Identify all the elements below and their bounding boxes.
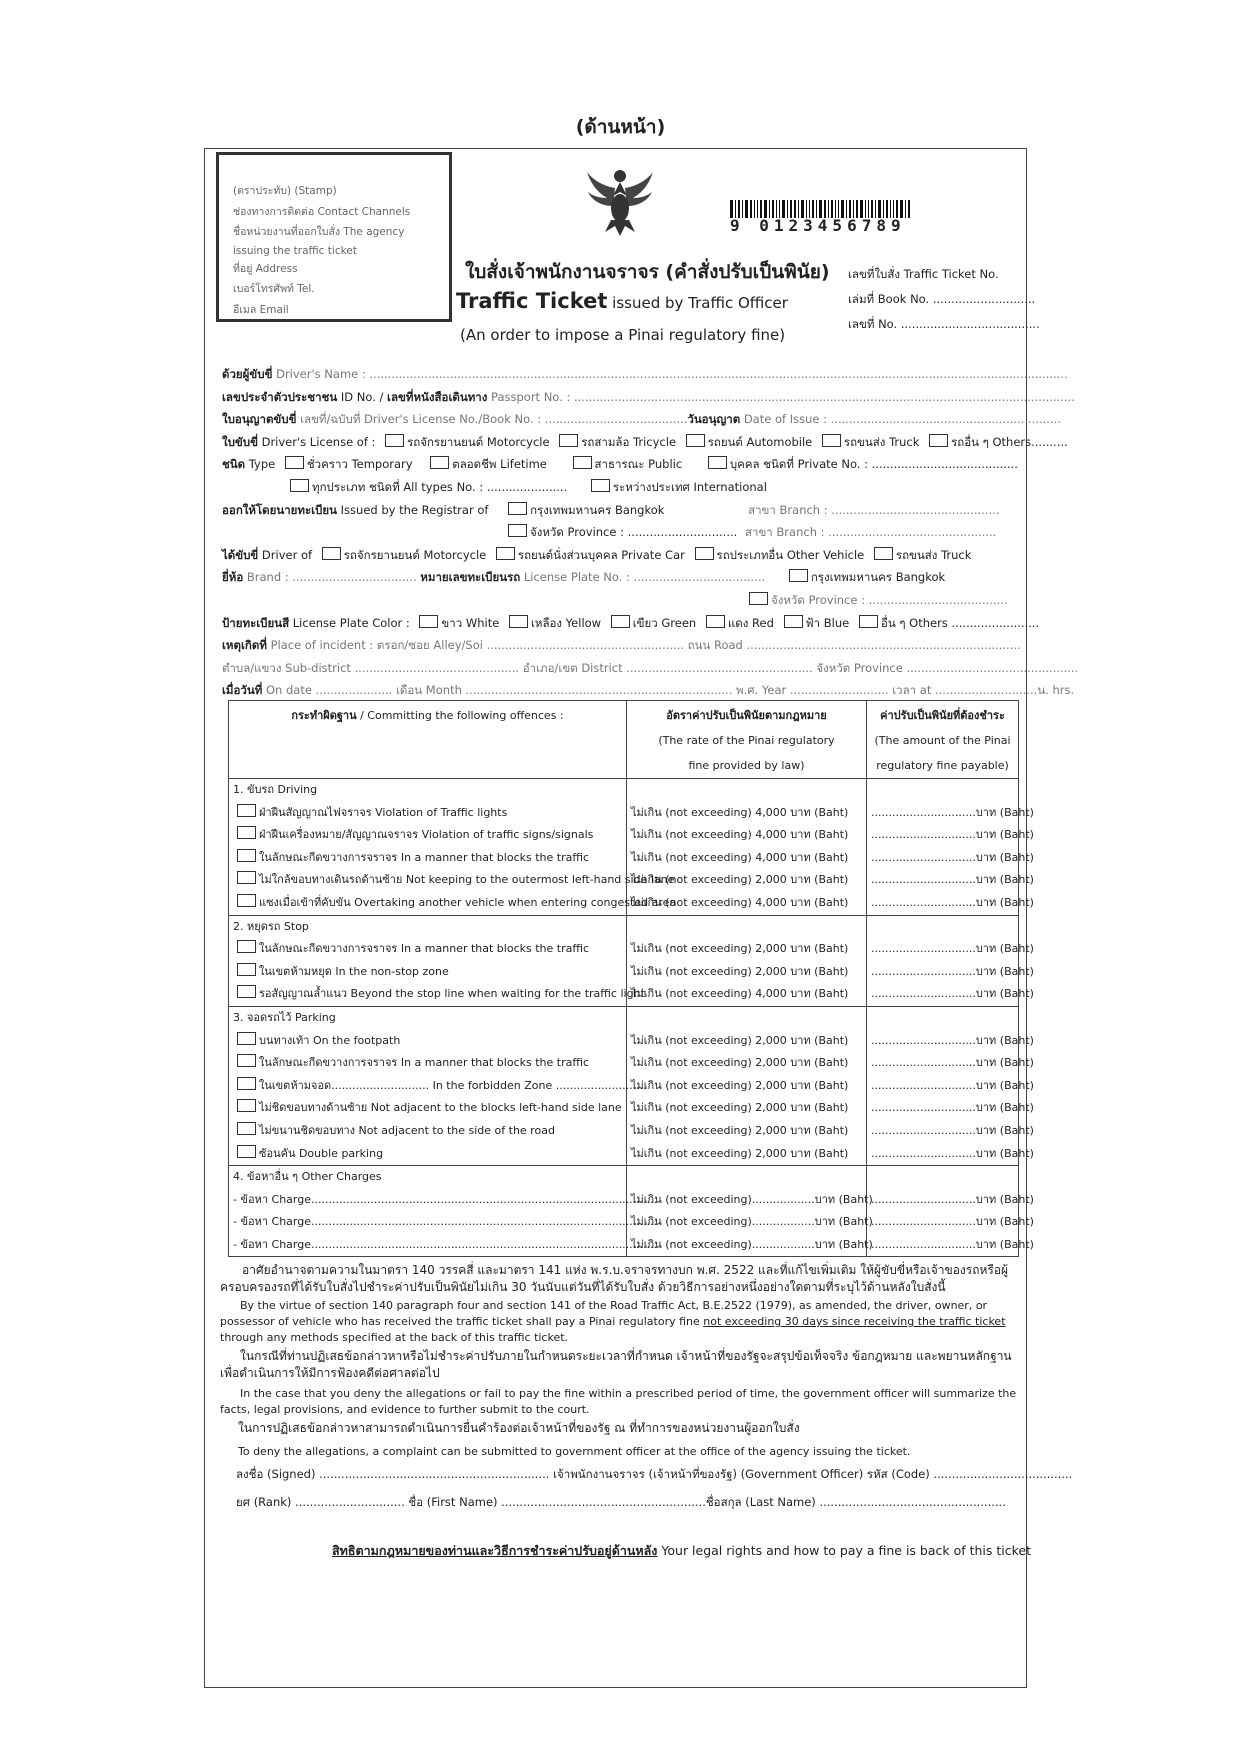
cell-text: ไม่เกิน (not exceeding) 2,000 บาท (Baht)	[631, 1033, 849, 1047]
fine-amount-field[interactable]	[871, 1211, 1034, 1234]
date-field[interactable]	[222, 679, 1075, 702]
cell-text: ..............................บาท (Baht)	[871, 1237, 1034, 1251]
label-bold: ได้ขับขี่	[222, 547, 259, 562]
checkbox[interactable]	[929, 434, 948, 447]
offence-item[interactable]	[233, 1143, 622, 1166]
cell-text: ไม่เกิน (not exceeding) 2,000 บาท (Baht)	[631, 1146, 849, 1160]
checkbox[interactable]	[784, 615, 803, 628]
offence-rate	[631, 1143, 862, 1166]
cell-text: ..............................บาท (Baht)	[871, 1056, 1034, 1070]
checkbox[interactable]	[822, 434, 841, 447]
option-label: แดง Red	[727, 615, 774, 630]
offence-rate[interactable]	[631, 1211, 873, 1234]
option-label: รถขนส่ง Truck	[895, 547, 972, 562]
driver-name-field[interactable]	[222, 363, 1068, 386]
option-label: ตลอดชีพ Lifetime	[452, 457, 547, 472]
table-header-row	[229, 701, 1019, 779]
district-field[interactable]	[222, 657, 1079, 680]
checkbox[interactable]	[686, 434, 705, 447]
rank-name-line[interactable]: ยศ (Rank) .............................. ชื่อ (First Name) ........................................................ชื่อสกุล (Last Name) ...................................................	[236, 1495, 1006, 1509]
blank	[631, 779, 862, 802]
cell-text: 4. ข้อหาอื่น ๆ Other Charges	[233, 1170, 382, 1184]
fine-amount-field[interactable]	[871, 847, 1034, 870]
fine-amount-field[interactable]	[871, 961, 1034, 984]
cell-text: ..............................บาท (Baht)	[871, 1078, 1034, 1092]
offence-rate[interactable]	[631, 1234, 873, 1257]
offence-item[interactable]	[233, 1120, 622, 1143]
offence-rate	[631, 847, 862, 870]
stamp-line: issuing the traffic ticket	[233, 244, 357, 257]
checkbox[interactable]	[237, 940, 256, 953]
option-label: บุคคล ชนิดที่ Private No. : ........................................	[729, 457, 1018, 472]
checkbox[interactable]	[237, 1054, 256, 1067]
stamp-line: (ตราประทับ) (Stamp)	[233, 185, 337, 197]
option-label: สาธารณะ Public	[594, 457, 683, 472]
field-text: Passport No. : .........................................................................................................................................	[487, 389, 1075, 404]
checkbox[interactable]	[749, 592, 768, 605]
cell-text: ..............................บาท (Baht)	[871, 1033, 1034, 1047]
cell-text: ..............................บาท (Baht)	[871, 1146, 1034, 1160]
header-bold: กระทำผิดฐาน	[291, 709, 357, 722]
legal-p3-en: To deny the allegations, a complaint can be submitted to government officer at the office of the agency issuing the ticket.	[238, 1445, 911, 1458]
field-text: License Plate No. : ....................................	[520, 570, 766, 585]
legal-underline: not exceeding 30 days since receiving the traffic ticket	[703, 1315, 1006, 1328]
cell-text: ฝ่าฝืนสัญญาณไฟจราจร Violation of Traffic lights	[259, 805, 508, 819]
footer-underlined: สิทธิตามกฎหมายของท่านและวิธีการชำระค่าปรับอยู่ด้านหลัง	[332, 1543, 658, 1558]
fine-amount-field[interactable]	[871, 1189, 1034, 1212]
footer-text: Your legal rights and how to pay a fine is back of this ticket	[657, 1543, 1032, 1558]
cell-text: - ข้อหา Charge...................................................................................................	[233, 1237, 658, 1251]
stamp-line: ช่องทางการติดต่อ Contact Channels	[233, 205, 411, 218]
option-label: กรุงเทพมหานคร Bangkok	[530, 502, 665, 517]
fine-amount-field[interactable]	[871, 1075, 1034, 1098]
fine-amount-field[interactable]	[871, 824, 1034, 847]
checkbox[interactable]	[385, 434, 404, 447]
option-label: อื่น ๆ Others ........................	[880, 615, 1040, 630]
blank	[871, 1007, 1014, 1030]
checkbox[interactable]	[237, 1099, 256, 1112]
stamp-line: อีเมล Email	[233, 303, 289, 316]
cell-text: บนทางเท้า On the footpath	[259, 1033, 401, 1047]
plate-color-field	[222, 612, 1040, 635]
license-of-field	[222, 431, 1068, 454]
cell-text: รอสัญญาณล้ำแนว Beyond the stop line when waiting for the traffic light	[259, 987, 645, 1001]
table-row	[229, 779, 1019, 916]
offence-rate[interactable]	[631, 1189, 873, 1212]
option-label: รถขนส่ง Truck	[843, 434, 920, 449]
section-heading	[233, 916, 622, 939]
offences-table	[228, 700, 1034, 1257]
cell-text: ไม่เกิน (not exceeding) 4,000 บาท (Baht)	[631, 987, 849, 1001]
driver-of-field	[222, 544, 1032, 567]
barcode-number: 9 0123456789	[730, 218, 962, 234]
footer-note	[332, 1541, 1031, 1561]
header-text: / Committing the following offences :	[356, 709, 564, 722]
option-label: เขียว Green	[632, 615, 697, 630]
label-bold: วันอนุญาต	[687, 412, 741, 427]
checkbox[interactable]	[573, 456, 592, 469]
field-text: Driver of	[258, 547, 313, 562]
cell-text: ในลักษณะกีดขวางการจราจร In a manner that blocks the traffic	[259, 1056, 590, 1070]
header-amount	[867, 701, 1019, 779]
checkbox[interactable]	[237, 871, 256, 884]
fine-amount-field[interactable]	[871, 892, 1034, 915]
offence-rate	[631, 824, 862, 847]
fine-amount-field[interactable]	[871, 938, 1034, 961]
checkbox[interactable]	[322, 547, 341, 560]
id-field[interactable]	[222, 386, 1075, 409]
field-text: Driver's Name : ...............................................................................................................................................................................................	[272, 367, 1068, 381]
checkbox[interactable]	[237, 963, 256, 976]
option-label: จังหวัด Province : ......................................	[771, 592, 1008, 607]
fine-amount-field[interactable]	[871, 1120, 1034, 1143]
option-label: รถจักรยานยนต์ Motorcycle	[343, 547, 487, 562]
title-english-rest: issued by Traffic Officer	[607, 294, 788, 312]
cell-text: 3. จอดรถไว้ Parking	[233, 1010, 336, 1024]
offence-rate	[631, 892, 862, 915]
cell-text: ไม่เกิน (not exceeding)..................บาท (Baht)	[631, 1192, 873, 1206]
blank	[871, 916, 1014, 939]
offence-item[interactable]	[233, 1075, 647, 1098]
checkbox[interactable]	[859, 615, 878, 628]
garuda-emblem-icon	[585, 166, 655, 238]
type-field-2	[222, 476, 1032, 499]
offence-rate	[631, 961, 862, 984]
option-label: จังหวัด Province : ..............................	[530, 525, 738, 540]
cell-text: ..............................บาท (Baht)	[871, 805, 1034, 819]
header-text: (The rate of the Pinai regulatory	[658, 734, 835, 747]
label-bold: ใบอนุญาตขับขี่	[222, 412, 297, 427]
cell-text: ไม่เกิน (not exceeding)..................บาท (Baht)	[631, 1237, 873, 1251]
fine-amount-field[interactable]	[871, 983, 1034, 1006]
branch-field[interactable]: สาขา Branch : ..............................................	[748, 502, 1000, 517]
label-bold: เลขประจำตัวประชาชน	[222, 389, 338, 404]
header-rate	[627, 701, 867, 779]
stamp-line: ที่อยู่ Address	[233, 262, 298, 275]
checkbox[interactable]	[611, 615, 630, 628]
field-text: ID No. /	[337, 389, 388, 404]
stamp-line: ชื่อหน่วยงานที่ออกใบสั่ง The agency	[233, 226, 405, 238]
cell-text: ในลักษณะกีดขวางการจราจร In a manner that blocks the traffic	[259, 850, 590, 864]
cell-text: ไม่เกิน (not exceeding) 2,000 บาท (Baht)	[631, 1123, 849, 1137]
offence-rate	[631, 869, 862, 892]
offence-item[interactable]	[233, 824, 622, 847]
checkbox[interactable]	[430, 456, 449, 469]
table-row	[229, 915, 1019, 1006]
registrar-field	[222, 499, 1032, 522]
cell-text: ไม่เกิน (not exceeding) 2,000 บาท (Baht)	[631, 964, 849, 978]
cell-text: ..............................บาท (Baht)	[871, 964, 1034, 978]
other-charge-field[interactable]	[233, 1189, 658, 1212]
section-heading	[233, 779, 622, 802]
checkbox[interactable]	[237, 849, 256, 862]
offence-rate	[631, 1052, 862, 1075]
stamp-box	[216, 152, 452, 322]
cell-text: ..............................บาท (Baht)	[871, 987, 1034, 1001]
label-bold: เลขที่หนังสือเดินทาง	[387, 389, 488, 404]
field-text: Place of incident : ตรอก/ซอย Alley/Soi ...................................................... ถนน Road ...........................................................................	[266, 638, 1021, 653]
offence-rate	[631, 1120, 862, 1143]
legal-p3-thai: ในการปฏิเสธข้อกล่าวหาสามารถดำเนินการยื่นคำร้องต่อเจ้าหน้าที่ของรัฐ ณ ที่ทำการของหน่วยงานผู้ออกใบสั่ง	[238, 1421, 800, 1435]
checkbox[interactable]	[695, 547, 714, 560]
option-label: รถอื่น ๆ Others..........	[951, 434, 1068, 449]
blank	[631, 1007, 862, 1030]
checkbox[interactable]	[237, 1032, 256, 1045]
book-number-line[interactable]: เล่มที่ Book No. ............................	[848, 292, 1036, 306]
cell-text: ..............................บาท (Baht)	[871, 1192, 1034, 1206]
checkbox[interactable]	[559, 434, 578, 447]
offence-item[interactable]	[233, 1052, 622, 1075]
cell-text: ..............................บาท (Baht)	[871, 850, 1034, 864]
checkbox[interactable]	[874, 547, 893, 560]
cell-text: ฝ่าฝืนเครื่องหมาย/สัญญาณจราจร Violation of traffic signs/signals	[259, 828, 594, 842]
blank	[871, 1166, 1014, 1189]
option-label: ทุกประเภท ชนิดที่ All types No. : ......................	[312, 479, 568, 494]
cell-text: ..............................บาท (Baht)	[871, 828, 1034, 842]
cell-text: ซ้อนคัน Double parking	[259, 1146, 384, 1160]
field-text: Brand : ..................................	[243, 570, 417, 585]
offence-rate	[631, 1030, 862, 1053]
field-text: On date ..................... เดือน Month ......................................................................... พ.ศ. Year ........................... เวลา at ............................น. hrs.	[262, 683, 1075, 698]
option-label: ฟ้า Blue	[805, 615, 850, 630]
cell-text: ..............................บาท (Baht)	[871, 1123, 1034, 1137]
label-bold: ยี่ห้อ	[222, 570, 244, 585]
place-field[interactable]	[222, 634, 1032, 657]
field-text: Type	[245, 457, 276, 472]
title-subtitle: (An order to impose a Pinai regulatory fine)	[460, 326, 786, 344]
label-bold: ด้วยผู้ขับขี่	[222, 367, 273, 381]
option-label: เหลือง Yellow	[530, 615, 602, 630]
offence-item[interactable]	[233, 1030, 622, 1053]
fine-amount-field[interactable]	[871, 1097, 1034, 1120]
cell-text: ..............................บาท (Baht)	[871, 1215, 1034, 1229]
option-label: รถจักรยานยนต์ Motorcycle	[407, 434, 550, 449]
field-text: Date of Issue : ...............................................................	[740, 412, 1061, 427]
offence-rate	[631, 802, 862, 825]
ticket-fields	[222, 363, 1079, 702]
header-text: fine provided by law)	[688, 759, 805, 772]
offence-item[interactable]	[233, 938, 622, 961]
other-charge-field[interactable]	[233, 1211, 658, 1234]
label-bold: ป้ายทะเบียนสี	[222, 615, 290, 630]
section-heading	[233, 1007, 622, 1030]
cell-text: 1. ขับรถ Driving	[233, 783, 318, 796]
offence-item[interactable]	[233, 847, 622, 870]
fine-amount-field[interactable]	[871, 1234, 1034, 1257]
field-text: ตำบล/แขวง Sub-district ............................................. อำเภอ/เขต District ................................................... จังหวัด Province ...............................................	[222, 660, 1079, 675]
cell-text: ในเขตห้ามหยุด In the non-stop zone	[259, 964, 449, 978]
cell-text: ไม่เกิน (not exceeding) 4,000 บาท (Baht)	[631, 895, 849, 909]
label-bold: เหตุเกิดที่	[222, 638, 267, 653]
title-thai: ใบสั่งเจ้าพนักงานจราจร (คำสั่งปรับเป็นพินัย)	[465, 261, 830, 283]
checkbox[interactable]	[496, 547, 515, 560]
fine-amount-field[interactable]	[871, 1030, 1034, 1053]
fine-amount-field[interactable]	[871, 869, 1034, 892]
legal-p1-thai: อาศัยอำนาจตามความในมาตรา 140 วรรคสี่ และมาตรา 141 แห่ง พ.ร.บ.จราจรทางบก พ.ศ. 2522 และที่แก้ไขเพิ่มเติม ให้ผู้ขับขี่หรือเจ้าของรถหรือผู้ครอบครองรถที่ได้รับใบสั่งไปชำระค่าปรับเป็นพินัยไม่เกิน 30 วันนับแต่วันที่ได้รับใบสั่ง ด้วยวิธีการอย่างหนึ่งอย่างใดตามที่ระบุไว้ด้านหลังใบสั่งนี้	[220, 1263, 1009, 1294]
cell-text: ไม่เกิน (not exceeding) 2,000 บาท (Baht)	[631, 1056, 849, 1070]
checkbox[interactable]	[237, 894, 256, 907]
option-label: รถสามล้อ Tricycle	[581, 434, 677, 449]
fine-amount-field[interactable]	[871, 1052, 1034, 1075]
checkbox[interactable]	[591, 479, 610, 492]
field-text: License Plate Color :	[289, 615, 410, 630]
offence-rate	[631, 1097, 862, 1120]
option-label: รถยนต์นั่งส่วนบุคคล Private Car	[517, 547, 685, 562]
checkbox[interactable]	[237, 1145, 256, 1158]
title-english-bold: Traffic Ticket	[456, 289, 608, 313]
offence-item[interactable]	[233, 802, 622, 825]
header-bold: ค่าปรับเป็นพินัยที่ต้องชำระ	[880, 709, 1005, 722]
checkbox[interactable]	[789, 569, 808, 582]
cell-text: 2. หยุดรถ Stop	[233, 919, 309, 933]
checkbox[interactable]	[290, 479, 309, 492]
cell-text: ในลักษณะกีดขวางการจราจร In a manner that blocks the traffic	[259, 942, 590, 956]
cell-text: ..............................บาท (Baht)	[871, 942, 1034, 956]
option-label: ชั่วคราว Temporary	[306, 457, 413, 472]
cell-text: ไม่เกิน (not exceeding) 4,000 บาท (Baht)	[631, 850, 849, 864]
label-bold: ใบขับขี่	[222, 434, 258, 449]
field-text: เลขที่/ฉบับที่ Driver's License No./Book No. : .......................................	[296, 412, 688, 427]
blank	[631, 916, 862, 939]
offence-item[interactable]	[233, 983, 645, 1006]
checkbox[interactable]	[706, 615, 725, 628]
section-heading	[233, 1166, 622, 1189]
other-charge-field[interactable]	[233, 1234, 658, 1257]
offence-item[interactable]	[233, 1097, 622, 1120]
checkbox[interactable]	[237, 826, 256, 839]
cell-text: ..............................บาท (Baht)	[871, 895, 1034, 909]
cell-text: ไม่เกิน (not exceeding) 2,000 บาท (Baht)	[631, 942, 849, 956]
blank	[871, 779, 1014, 802]
legal-notice	[220, 1262, 1020, 1460]
checkbox[interactable]	[508, 502, 527, 515]
table-row	[229, 1166, 1019, 1257]
field-text: Driver's License of :	[257, 434, 376, 449]
option-label: รถยนต์ Automobile	[707, 434, 813, 449]
ticket-number-block	[848, 262, 1040, 337]
registrar-field-2	[222, 521, 1032, 544]
label-bold: ออกให้โดยนายทะเบียน	[222, 502, 337, 517]
cell-text: ไม่เกิน (not exceeding) 2,000 บาท (Baht)	[631, 1078, 849, 1092]
checkbox[interactable]	[508, 524, 527, 537]
checkbox[interactable]	[237, 985, 256, 998]
checkbox[interactable]	[509, 615, 528, 628]
offence-rate	[631, 983, 862, 1006]
ticket-number-line[interactable]: เลขที่ใบสั่ง Traffic Ticket No.	[848, 267, 999, 281]
legal-p2-thai: ในกรณีที่ท่านปฏิเสธข้อกล่าวหาหรือไม่ชำระค่าปรับภายในกำหนดระยะเวลาที่กำหนด เจ้าหน้าที่ของรัฐจะสรุปข้อเท็จจริง ข้อกฎหมาย และพยานหลักฐาน เพื่อดำเนินการให้มีการฟ้องคดีต่อศาลต่อไป	[220, 1349, 1012, 1380]
cell-text: แซงเมื่อเข้าที่คับขัน Overtaking another vehicle when entering congested area	[259, 895, 677, 909]
label-bold: ชนิด	[222, 457, 246, 472]
branch-field[interactable]: สาขา Branch : ..............................................	[744, 525, 997, 540]
option-label: กรุงเทพมหานคร Bangkok	[810, 570, 946, 585]
offence-rate	[631, 1075, 862, 1098]
table-row	[229, 1006, 1019, 1165]
checkbox[interactable]	[419, 615, 438, 628]
signature-line[interactable]: ลงชื่อ (Signed) ............................................................... เจ้าพนักงานจราจร (เจ้าหน้าที่ของรัฐ) (Government Officer) รหัส (Code) ......................................	[236, 1467, 1073, 1481]
legal-text: through any methods specified at the back of this traffic ticket.	[220, 1331, 569, 1344]
label-bold: เมื่อวันที่	[222, 683, 263, 698]
cell-text: ..............................บาท (Baht)	[871, 1101, 1034, 1115]
checkbox[interactable]	[237, 804, 256, 817]
fine-amount-field[interactable]	[871, 802, 1034, 825]
label-bold: หมายเลขทะเบียนรถ	[420, 570, 521, 585]
title-english	[456, 289, 788, 313]
cell-text: ไม่ชิดขอบทางด้านซ้าย Not adjacent to the blocks left-hand side lane	[259, 1101, 622, 1115]
header-offences	[229, 701, 627, 779]
checkbox[interactable]	[237, 1122, 256, 1135]
option-label: ขาว White	[441, 615, 500, 630]
header-bold: อัตราค่าปรับเป็นพินัยตามกฎหมาย	[666, 709, 827, 722]
checkbox[interactable]	[237, 1077, 256, 1090]
stamp-line: เบอร์โทรศัพท์ Tel.	[233, 283, 315, 295]
signature-block	[236, 1460, 1073, 1516]
cell-text: ไม่เกิน (not exceeding) 2,000 บาท (Baht)	[631, 1101, 849, 1115]
option-label: รถประเภทอื่น Other Vehicle	[716, 547, 865, 562]
cell-text: ในเขตห้ามจอด............................ In the forbidden Zone ..........................	[259, 1078, 647, 1092]
brand-plate-field[interactable]	[222, 566, 1032, 589]
option-label: ระหว่างประเทศ International	[612, 479, 767, 494]
page-header: (ด้านหน้า)	[575, 116, 666, 138]
header-text: regulatory fine payable)	[876, 759, 1009, 772]
cell-text: ..............................บาท (Baht)	[871, 873, 1034, 887]
license-field[interactable]	[222, 408, 1061, 431]
fine-amount-field[interactable]	[871, 1143, 1034, 1166]
cell-text: - ข้อหา Charge...................................................................................................	[233, 1215, 658, 1229]
number-line[interactable]: เลขที่ No. ......................................	[848, 317, 1040, 331]
header-text: (The amount of the Pinai	[874, 734, 1011, 747]
plate-province-field	[222, 589, 1032, 612]
checkbox[interactable]	[285, 456, 304, 469]
legal-p2-en: In the case that you deny the allegations or fail to pay the fine within a prescribed period of time, the government officer will summarize the facts, legal provisions, and evidence to further submit to the court.	[220, 1387, 1017, 1416]
blank	[631, 1166, 862, 1189]
offence-rate	[631, 938, 862, 961]
offence-item[interactable]	[233, 961, 622, 984]
cell-text: ไม่เกิน (not exceeding)..................บาท (Baht)	[631, 1215, 873, 1229]
legal-p1-en	[220, 1298, 1020, 1346]
cell-text: ไม่เกิน (not exceeding) 4,000 บาท (Baht)	[631, 805, 849, 819]
cell-text: - ข้อหา Charge...................................................................................................	[233, 1192, 658, 1206]
field-text: Issued by the Registrar of	[337, 502, 489, 517]
cell-text: ไม่เกิน (not exceeding) 2,000 บาท (Baht)	[631, 873, 849, 887]
cell-text: ไม่ใกล้ขอบทางเดินรถด้านซ้าย Not keeping to the outermost left-hand side lane	[259, 873, 675, 887]
offence-item[interactable]	[233, 892, 677, 915]
checkbox[interactable]	[708, 456, 727, 469]
type-field	[222, 453, 1032, 476]
offence-item[interactable]	[233, 869, 675, 892]
cell-text: ไม่เกิน (not exceeding) 4,000 บาท (Baht)	[631, 828, 849, 842]
legal-text: By the virtue of section 140 paragraph four and section 141 of the Road Traffic Act, B.E.2522 (1979), as amended, the driver, owner, or possessor of vehicle who has received the traffic ticket shall pay a Pinai regulatory fine	[220, 1299, 988, 1328]
cell-text: ไม่ขนานชิดขอบทาง Not adjacent to the side of the road	[259, 1123, 555, 1137]
